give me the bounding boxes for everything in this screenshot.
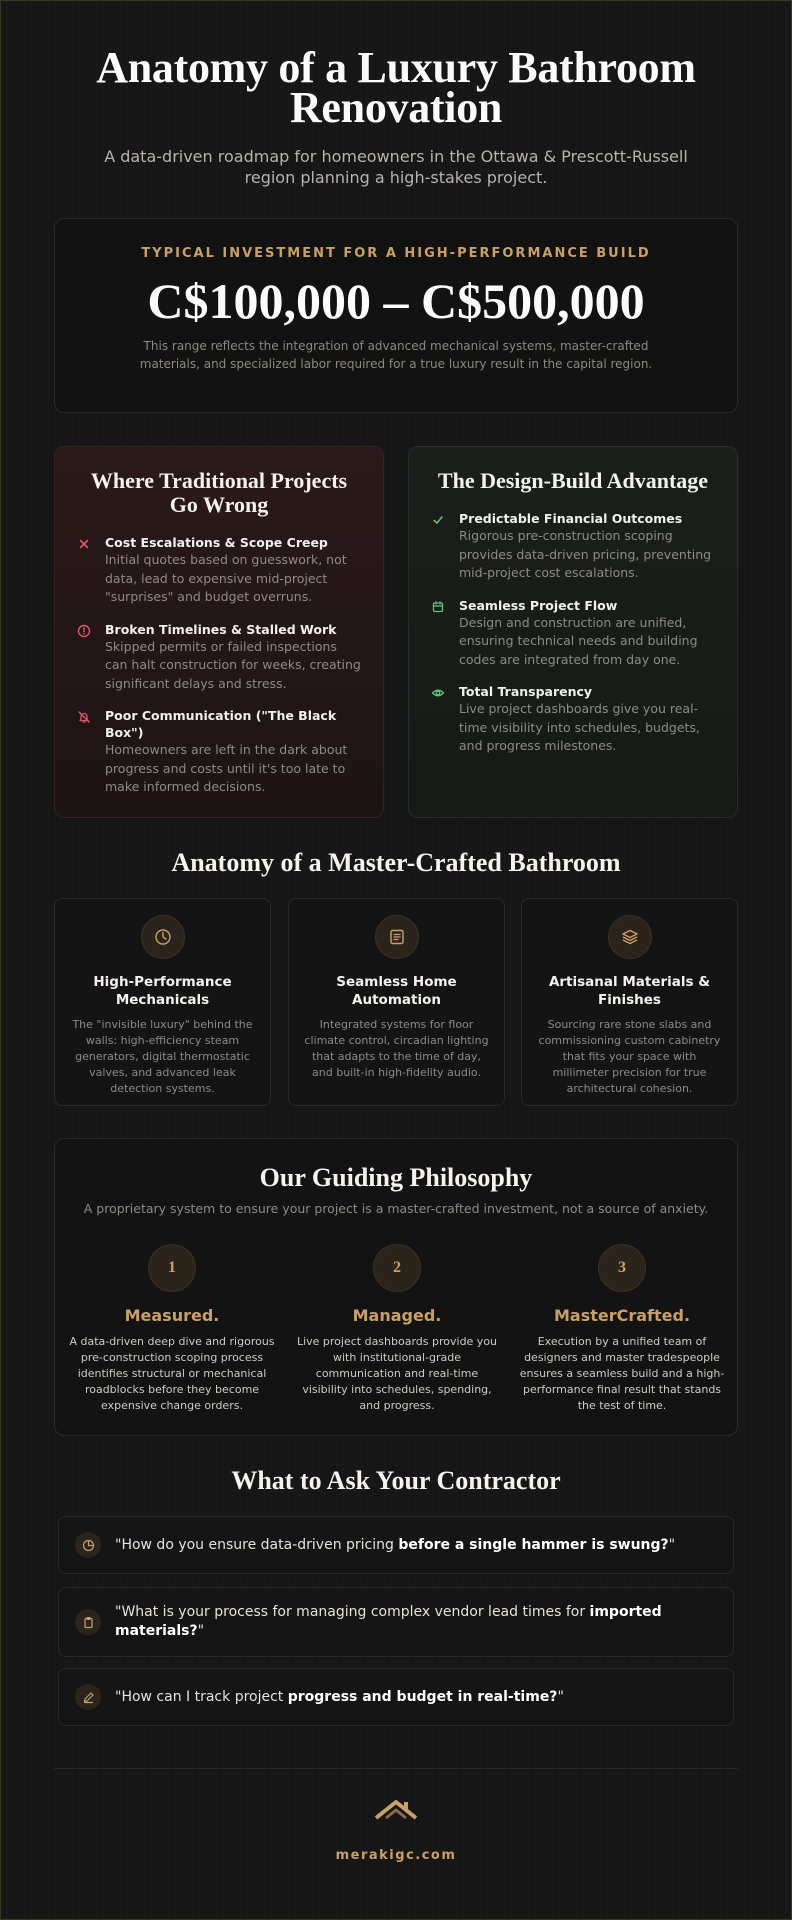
footer-site-link[interactable]: merakigc.com — [335, 1848, 457, 1863]
page-subtitle: A data-driven roadmap for homeowners in the Ottawa & Prescott-Russell region planning a high-stakes project. — [104, 147, 688, 187]
anatomy-card-text: The "invisible luxury" behind the walls: high-efficiency steam generators, digital thermostatic valves, and advanced leak detection systems. — [72, 1018, 253, 1095]
investment-eyebrow: TYPICAL INVESTMENT FOR A HIGH-PERFORMANCE BUILD — [141, 246, 651, 261]
philosophy-step — [292, 1244, 502, 1414]
list-item — [77, 621, 361, 694]
anatomy-card-text: Integrated systems for floor climate control, circadian lighting that adapts to the time of day, and built-in high-fidelity audio. — [304, 1018, 489, 1079]
item-text: Homeowners are left in the dark about progress and costs until it's too late to make informed decisions. — [105, 742, 348, 794]
question-text: "How do you ensure data-driven pricing before a single hammer is swung?" — [115, 1536, 676, 1553]
question-item — [58, 1587, 734, 1657]
item-title: Predictable Financial Outcomes — [459, 511, 683, 526]
item-title: Broken Timelines & Stalled Work — [105, 621, 337, 637]
step-text: A data-driven deep dive and rigorous pre-construction scoping process identifies structural or mechanical roadblocks before they become expensive change orders. — [69, 1335, 275, 1412]
investment-note: This range reflects the integration of advanced mechanical systems, master-crafted materials, and specialized labor required for a true luxury result in the capital region. — [139, 339, 653, 371]
gauge-icon — [141, 915, 185, 959]
anatomy-card — [54, 898, 271, 1106]
list-item — [431, 683, 715, 756]
step-text: Execution by a unified team of designers and master tradespeople ensures a seamless build and a high-performance final result that stands the test of time. — [519, 1335, 725, 1412]
anatomy-title: Anatomy of a Master-Crafted Bathroom — [171, 848, 621, 877]
step-number: 2 — [373, 1244, 421, 1292]
question-item — [58, 1668, 734, 1726]
philosophy-card — [54, 1138, 738, 1436]
designbuild-title: The Design-Build Advantage — [437, 468, 709, 493]
list-item — [77, 707, 361, 797]
anatomy-card-title: Seamless Home Automation — [336, 974, 457, 1008]
item-text: Initial quotes based on guesswork, not data, lead to expensive mid-project "surprises" and budget overruns. — [105, 552, 347, 604]
calendar-icon — [431, 597, 459, 670]
step-title: MasterCrafted. — [553, 1306, 691, 1325]
anatomy-card-text: Sourcing rare stone slabs and commissioning custom cabinetry that fits your space with millimeter precision for true architectural cohesion. — [538, 1018, 721, 1095]
step-number: 1 — [148, 1244, 196, 1292]
anatomy-card-title: High-Performance Mechanicals — [93, 974, 232, 1008]
anatomy-card — [288, 898, 505, 1106]
philosophy-title: Our Guiding Philosophy — [259, 1163, 533, 1192]
house-roof-icon — [374, 1796, 418, 1826]
alert-circle-icon — [77, 621, 105, 694]
item-text: Rigorous pre-construction scoping provides data-driven pricing, preventing mid-project cost escalations. — [459, 528, 712, 580]
bell-off-icon — [77, 707, 105, 797]
item-title: Total Transparency — [459, 684, 593, 699]
check-icon — [431, 510, 459, 583]
design-build-card — [408, 446, 738, 818]
step-text: Live project dashboards provide you with institutional-grade communication and real-time visibility into schedules, spending, and progress. — [296, 1335, 498, 1412]
investment-range: C$100,000 – C$500,000 — [147, 273, 645, 329]
item-text: Skipped permits or failed inspections can halt construction for weeks, creating significant delays and stress. — [105, 638, 361, 691]
anatomy-card-title: Artisanal Materials & Finishes — [548, 974, 711, 1008]
question-item — [58, 1516, 734, 1574]
traditional-projects-card — [54, 446, 384, 818]
page-title: Anatomy of a Luxury Bathroom Renovation — [96, 43, 696, 132]
philosophy-step — [67, 1244, 277, 1414]
layers-icon — [608, 915, 652, 959]
list-item — [77, 534, 361, 607]
list-item — [431, 597, 715, 670]
clipboard-icon — [75, 1609, 101, 1635]
panel-icon — [375, 915, 419, 959]
x-icon — [77, 534, 105, 607]
traditional-title: Where Traditional Projects Go Wrong — [90, 468, 348, 517]
item-text: Design and construction are unified, ensuring technical needs and building codes are integrated from day one. — [459, 614, 698, 667]
investment-card — [54, 218, 738, 413]
hero — [0, 43, 792, 188]
step-title: Managed. — [352, 1306, 442, 1325]
step-title: Measured. — [124, 1306, 220, 1325]
eye-icon — [431, 683, 459, 756]
footer-divider — [54, 1768, 738, 1769]
question-text: "How can I track project progress and budget in real-time?" — [115, 1688, 564, 1705]
item-text: Live project dashboards give you real-time visibility into schedules, budgets, and progress milestones. — [459, 701, 700, 753]
question-text: "What is your process for managing complex vendor lead times for imported materials?" — [115, 1604, 662, 1639]
philosophy-step — [517, 1244, 727, 1414]
step-number: 3 — [598, 1244, 646, 1292]
item-title: Seamless Project Flow — [459, 597, 618, 613]
philosophy-subtitle: A proprietary system to ensure your project is a master-crafted investment, not a source of anxiety. — [83, 1201, 709, 1216]
pie-chart-icon — [75, 1532, 101, 1558]
item-title: Poor Communication ("The Black Box") — [105, 708, 337, 740]
item-title: Cost Escalations & Scope Creep — [105, 535, 328, 550]
pencil-icon — [75, 1684, 101, 1710]
list-item — [431, 510, 715, 583]
questions-title: What to Ask Your Contractor — [231, 1466, 561, 1495]
anatomy-card — [521, 898, 738, 1106]
